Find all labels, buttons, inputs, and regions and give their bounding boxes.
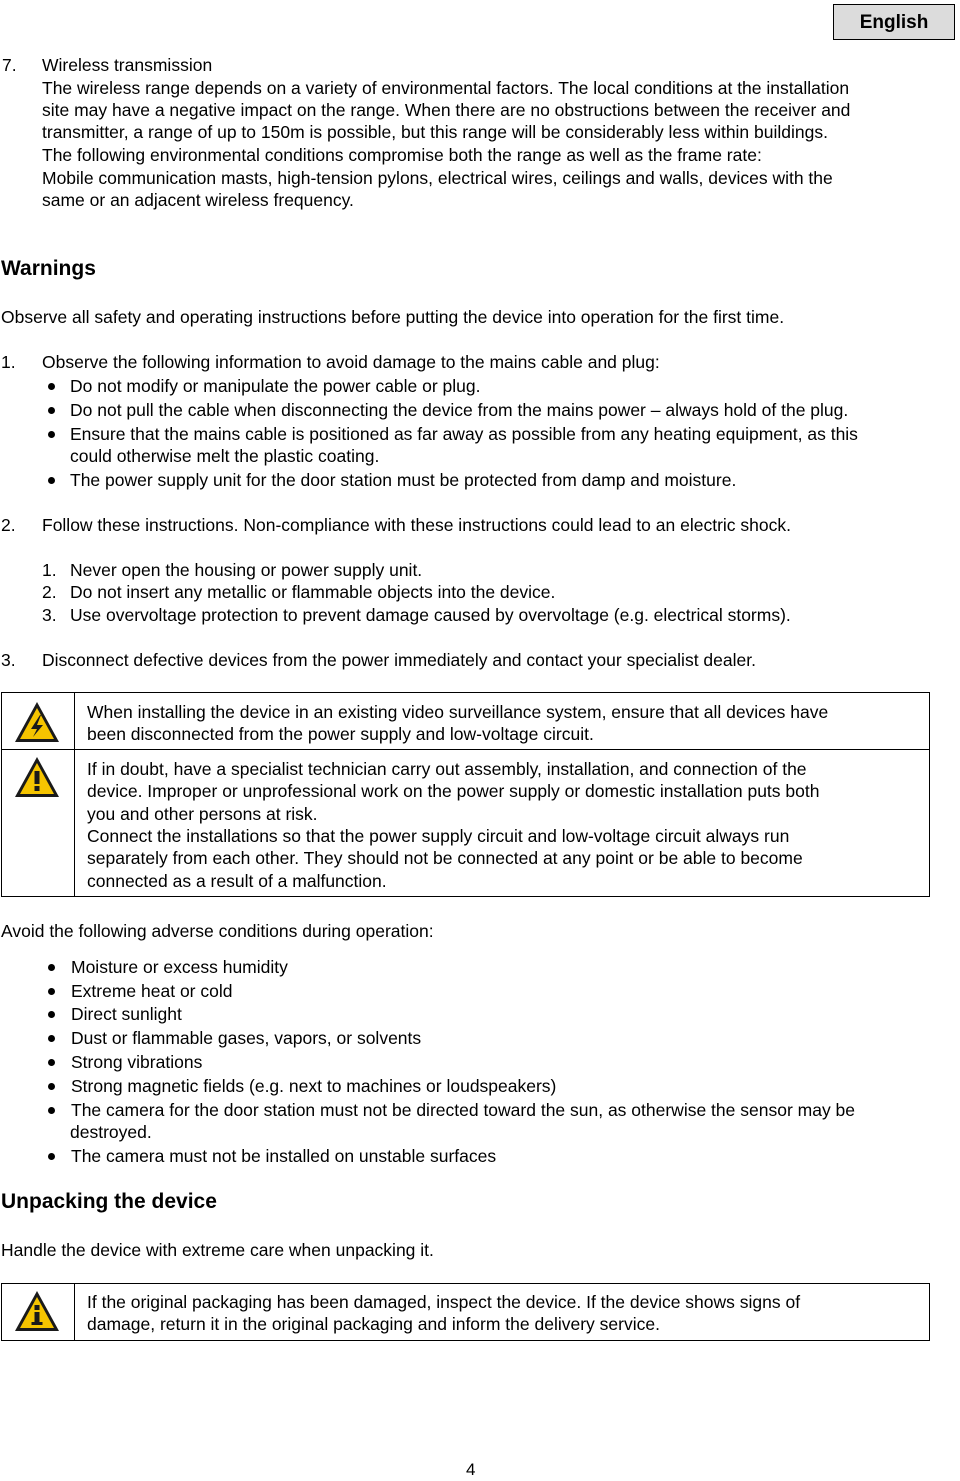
table-divider (74, 693, 75, 896)
sublist-text: Use overvoltage protection to prevent damage caused by overvoltage (e.g. electrical storms). (70, 605, 791, 625)
warnings-intro: Observe all safety and operating instructions before putting the device into operation for the first time. (1, 307, 785, 327)
bullet-item (0, 1027, 960, 1049)
bullet-text: The power supply unit for the door station must be protected from damp and moisture. (70, 470, 737, 490)
electric-hazard-icon (13, 700, 61, 744)
sublist-text: Never open the housing or power supply unit. (70, 560, 423, 580)
table-divider (74, 1284, 75, 1340)
notice-line: If the original packaging has been damaged, inspect the device. If the device shows signs of (87, 1292, 801, 1312)
list-number: 2. (1, 515, 16, 535)
bullet-item (0, 469, 960, 491)
unpacking-notice-table (1, 1283, 930, 1341)
notice-line: When installing the device in an existing video surveillance system, ensure that all devices have (87, 702, 829, 722)
bullet-icon (48, 1107, 55, 1114)
bullet-icon (48, 477, 55, 484)
bullet-icon (48, 1059, 55, 1066)
notice-line: Connect the installations so that the power supply circuit and low-voltage circuit always run (87, 826, 790, 846)
bullet-text-continuation: destroyed. (70, 1122, 152, 1142)
warnings-heading: Warnings (1, 257, 96, 280)
bullet-icon (48, 964, 55, 971)
bullet-item (0, 1003, 960, 1025)
notice-line: been disconnected from the power supply and low-voltage circuit. (87, 724, 594, 744)
bullet-item (0, 423, 960, 445)
language-tab: English (833, 4, 955, 40)
bullet-text: The camera for the door station must not be directed toward the sun, as otherwise the sensor may be (71, 1100, 856, 1120)
bullet-icon (48, 407, 55, 414)
information-icon (13, 1289, 61, 1333)
bullet-item (0, 1075, 960, 1097)
paragraph-line: Mobile communication masts, high-tension pylons, electrical wires, ceilings and walls, devices with the (42, 168, 833, 188)
sublist-number: 2. (42, 582, 57, 602)
table-divider (2, 749, 929, 750)
notice-line: If in doubt, have a specialist technician carry out assembly, installation, and connection of the (87, 759, 807, 779)
list-item-text: Observe the following information to avoid damage to the mains cable and plug: (42, 352, 660, 372)
bullet-text: Strong vibrations (71, 1052, 203, 1072)
bullet-icon (48, 1035, 55, 1042)
bullet-item (0, 980, 960, 1002)
page-number: 4 (466, 1460, 476, 1479)
safety-notice-table (1, 692, 930, 897)
bullet-text-continuation: could otherwise melt the plastic coating. (70, 446, 380, 466)
sublist-text: Do not insert any metallic or flammable objects into the device. (70, 582, 556, 602)
section-number: 7. (2, 55, 17, 75)
bullet-text: Direct sunlight (71, 1004, 182, 1024)
bullet-icon (48, 383, 55, 390)
sublist-number: 1. (42, 560, 57, 580)
bullet-text: Extreme heat or cold (71, 981, 233, 1001)
bullet-item (0, 1051, 960, 1073)
bullet-icon (48, 1083, 55, 1090)
bullet-text: Do not pull the cable when disconnecting the device from the mains power – always hold of the plug. (70, 400, 849, 420)
list-item-text: Follow these instructions. Non-compliance with these instructions could lead to an electric shock. (42, 515, 791, 535)
notice-line: damage, return it in the original packaging and inform the delivery service. (87, 1314, 660, 1334)
bullet-text: The camera must not be installed on unstable surfaces (71, 1146, 497, 1166)
bullet-item (0, 375, 960, 397)
bullet-text: Ensure that the mains cable is positioned as far away as possible from any heating equipment, as this (70, 424, 858, 444)
sublist-number: 3. (42, 605, 57, 625)
bullet-text: Do not modify or manipulate the power cable or plug. (70, 376, 481, 396)
paragraph-line: The following environmental conditions compromise both the range as well as the frame rate: (42, 145, 762, 165)
paragraph-line: transmitter, a range of up to 150m is possible, but this range will be considerably less within buildings. (42, 122, 828, 142)
list-number: 1. (1, 352, 16, 372)
paragraph-line: site may have a negative impact on the range. When there are no obstructions between the receiver and (42, 100, 851, 120)
notice-line: separately from each other. They should not be connected at any point or be able to become (87, 848, 803, 868)
list-number: 3. (1, 650, 16, 670)
paragraph-line: same or an adjacent wireless frequency. (42, 190, 354, 210)
bullet-icon (48, 988, 55, 995)
bullet-text: Dust or flammable gases, vapors, or solvents (71, 1028, 422, 1048)
bullet-item (0, 956, 960, 978)
bullet-item (0, 399, 960, 421)
notice-line: you and other persons at risk. (87, 804, 318, 824)
bullet-text: Strong magnetic fields (e.g. next to machines or loudspeakers) (71, 1076, 557, 1096)
unpacking-heading: Unpacking the device (1, 1190, 217, 1213)
bullet-icon (48, 431, 55, 438)
section-title: Wireless transmission (42, 55, 213, 75)
bullet-icon (48, 1011, 55, 1018)
bullet-text: Moisture or excess humidity (71, 957, 288, 977)
exclamation-warning-icon (13, 755, 61, 799)
list-item-text: Disconnect defective devices from the power immediately and contact your specialist dealer. (42, 650, 756, 670)
bullet-icon (48, 1153, 55, 1160)
bullet-item (0, 1099, 960, 1121)
adverse-intro: Avoid the following adverse conditions during operation: (1, 921, 434, 941)
paragraph-line: The wireless range depends on a variety of environmental factors. The local conditions at the installation (42, 78, 850, 98)
unpacking-intro: Handle the device with extreme care when unpacking it. (1, 1240, 434, 1260)
notice-line: connected as a result of a malfunction. (87, 871, 387, 891)
notice-line: device. Improper or unprofessional work on the power supply or domestic installation puts both (87, 781, 820, 801)
bullet-item (0, 1145, 960, 1167)
